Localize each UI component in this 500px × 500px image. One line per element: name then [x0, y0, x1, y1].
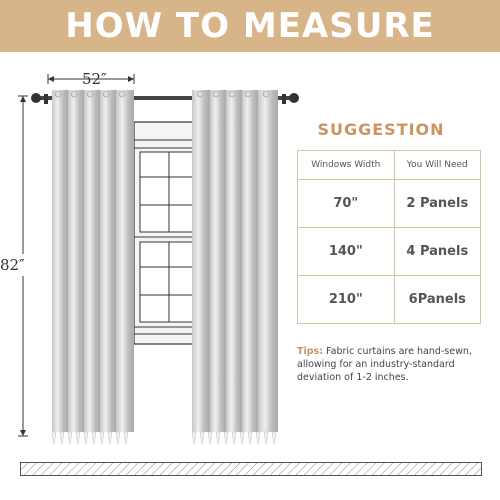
suggestion-table — [297, 150, 481, 324]
table-row — [298, 276, 481, 324]
panels-needed-cell: 6Panels — [394, 276, 480, 324]
tips-text: Fabric curtains are hand-sewn, allowing for an industry-standard deviation of 1-2 inches. — [297, 346, 472, 383]
floor-baseboard — [20, 462, 482, 476]
tips-note — [297, 345, 487, 384]
header-banner — [0, 0, 500, 52]
table-row — [298, 180, 481, 228]
table-header-row — [298, 151, 481, 180]
page-title: HOW TO MEASURE — [65, 6, 435, 46]
panels-needed-cell: 2 Panels — [394, 180, 480, 228]
table-row — [298, 228, 481, 276]
column-header-need: You Will Need — [394, 151, 480, 180]
tips-label: Tips: — [297, 346, 323, 357]
curtain-illustration — [0, 52, 300, 500]
column-header-width: Windows Width — [298, 151, 395, 180]
left-curtain-panel — [52, 90, 134, 444]
suggestion-title: SUGGESTION — [317, 120, 445, 139]
right-curtain-panel — [192, 90, 278, 444]
panels-needed-cell: 4 Panels — [394, 228, 480, 276]
window-width-cell: 210" — [298, 276, 395, 324]
width-label: 52″ — [82, 70, 107, 88]
window-width-cell: 140" — [298, 228, 395, 276]
window-width-cell: 70" — [298, 180, 395, 228]
height-label: 82″ — [0, 256, 25, 274]
